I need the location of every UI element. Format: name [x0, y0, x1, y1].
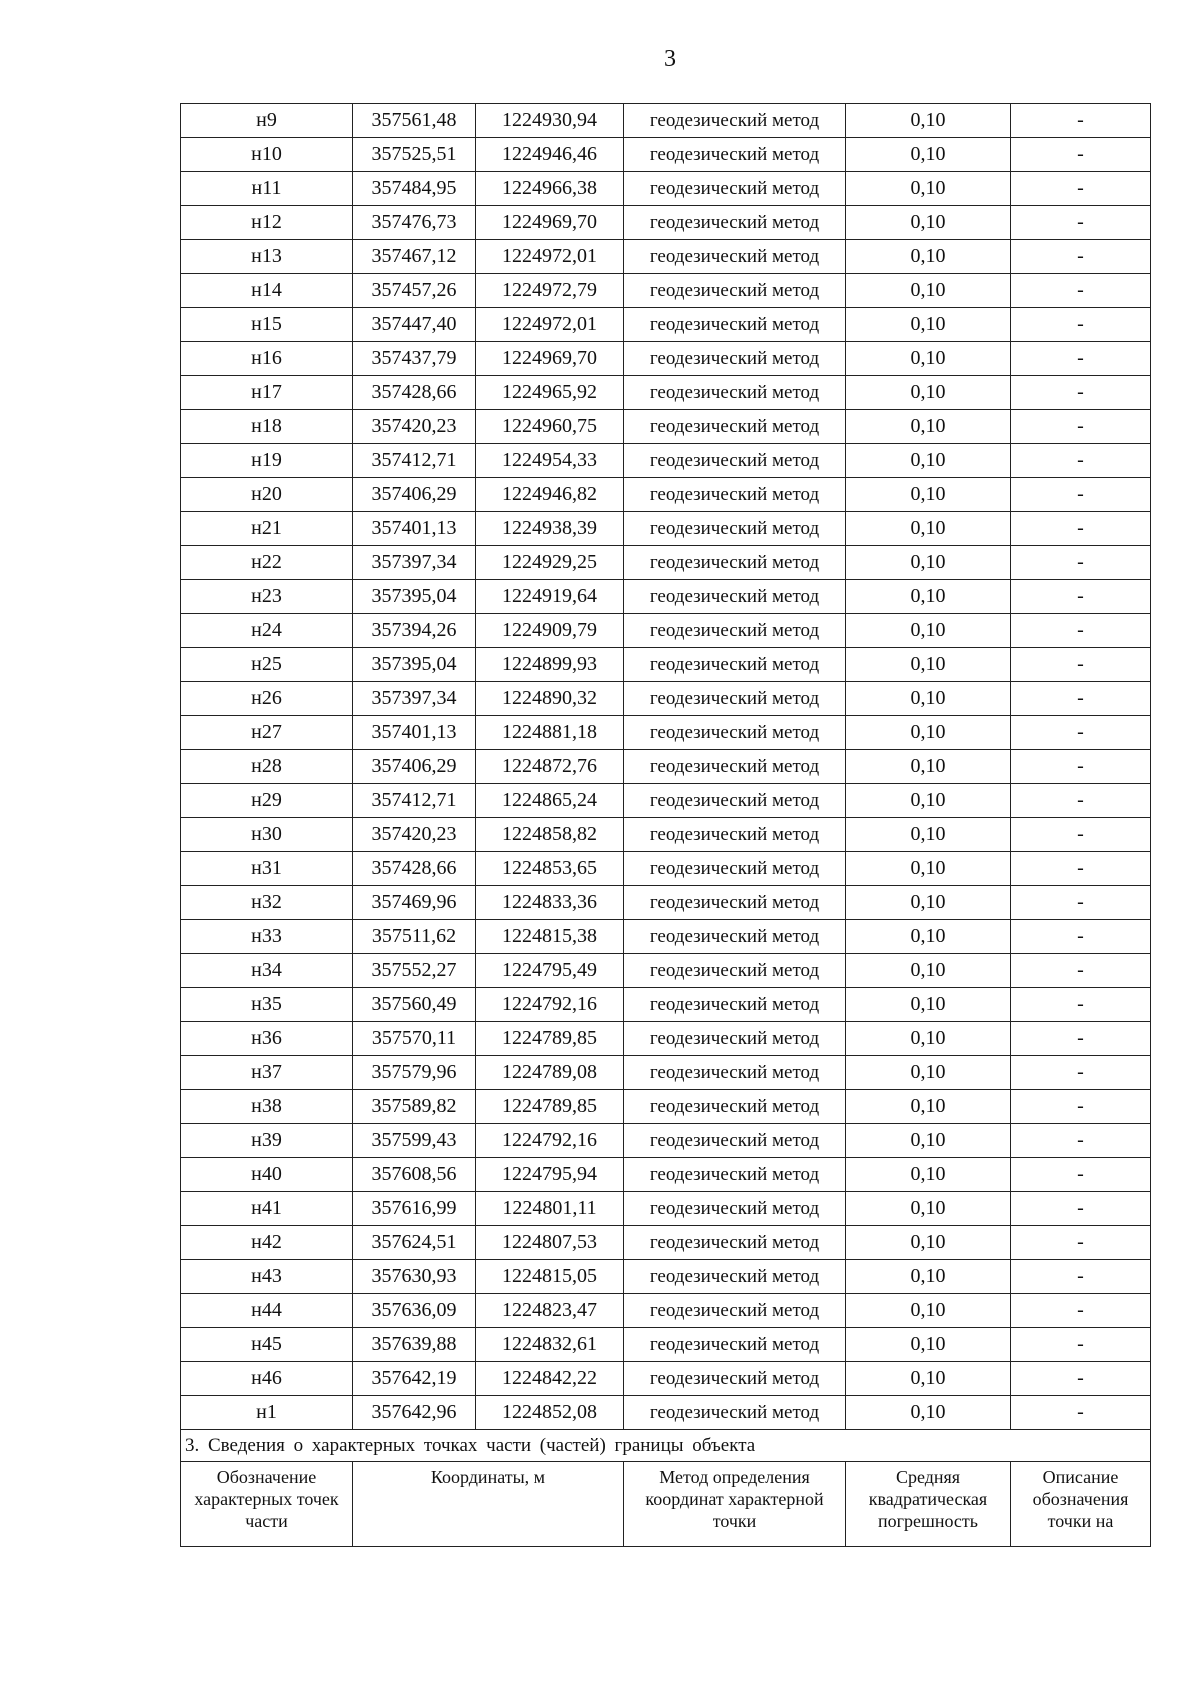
x-coordinate-cell: 357624,51 [353, 1226, 476, 1260]
description-cell: - [1011, 750, 1151, 784]
description-cell: - [1011, 580, 1151, 614]
description-cell: - [1011, 172, 1151, 206]
description-cell: - [1011, 1396, 1151, 1430]
y-coordinate-cell: 1224865,24 [476, 784, 624, 818]
x-coordinate-cell: 357395,04 [353, 648, 476, 682]
point-id-cell: н44 [181, 1294, 353, 1328]
error-cell: 0,10 [846, 376, 1011, 410]
method-cell: геодезический метод [624, 512, 846, 546]
x-coordinate-cell: 357608,56 [353, 1158, 476, 1192]
description-cell: - [1011, 988, 1151, 1022]
error-cell: 0,10 [846, 750, 1011, 784]
x-coordinate-cell: 357561,48 [353, 104, 476, 138]
y-coordinate-cell: 1224909,79 [476, 614, 624, 648]
point-id-cell: н31 [181, 852, 353, 886]
error-cell: 0,10 [846, 444, 1011, 478]
y-coordinate-cell: 1224929,25 [476, 546, 624, 580]
point-id-cell: н29 [181, 784, 353, 818]
table-row [181, 274, 1151, 308]
description-cell: - [1011, 1294, 1151, 1328]
table-row [181, 784, 1151, 818]
method-cell: геодезический метод [624, 648, 846, 682]
table-row [181, 512, 1151, 546]
table-row [181, 172, 1151, 206]
error-cell: 0,10 [846, 1260, 1011, 1294]
points-table-body [181, 104, 1151, 1430]
table-row [181, 1226, 1151, 1260]
description-cell: - [1011, 682, 1151, 716]
method-cell: геодезический метод [624, 546, 846, 580]
point-id-cell: н40 [181, 1158, 353, 1192]
description-cell: - [1011, 1260, 1151, 1294]
method-cell: геодезический метод [624, 172, 846, 206]
section3-title-row [181, 1430, 1151, 1462]
error-cell: 0,10 [846, 988, 1011, 1022]
section3-block [181, 1430, 1151, 1547]
point-id-cell: н42 [181, 1226, 353, 1260]
error-cell: 0,10 [846, 648, 1011, 682]
point-id-cell: н18 [181, 410, 353, 444]
error-cell: 0,10 [846, 1192, 1011, 1226]
point-id-cell: н43 [181, 1260, 353, 1294]
x-coordinate-cell: 357570,11 [353, 1022, 476, 1056]
method-cell: геодезический метод [624, 818, 846, 852]
y-coordinate-cell: 1224960,75 [476, 410, 624, 444]
point-id-cell: н19 [181, 444, 353, 478]
x-coordinate-cell: 357406,29 [353, 478, 476, 512]
method-cell: геодезический метод [624, 478, 846, 512]
table-row [181, 1362, 1151, 1396]
point-id-cell: н45 [181, 1328, 353, 1362]
description-cell: - [1011, 1192, 1151, 1226]
method-cell: геодезический метод [624, 206, 846, 240]
table-row [181, 716, 1151, 750]
error-cell: 0,10 [846, 1396, 1011, 1430]
point-id-cell: н30 [181, 818, 353, 852]
description-cell: - [1011, 886, 1151, 920]
method-cell: геодезический метод [624, 274, 846, 308]
x-coordinate-cell: 357406,29 [353, 750, 476, 784]
description-cell: - [1011, 274, 1151, 308]
error-cell: 0,10 [846, 138, 1011, 172]
y-coordinate-cell: 1224789,85 [476, 1090, 624, 1124]
error-cell: 0,10 [846, 1328, 1011, 1362]
error-cell: 0,10 [846, 274, 1011, 308]
section3-title: 3. Сведения о характерных точках части (частей) границы объекта [181, 1430, 1151, 1462]
method-cell: геодезический метод [624, 1226, 846, 1260]
table-row [181, 206, 1151, 240]
point-id-cell: н23 [181, 580, 353, 614]
y-coordinate-cell: 1224972,01 [476, 240, 624, 274]
table-row [181, 1158, 1151, 1192]
header-error: Средняя квадратическая погрешность [846, 1462, 1011, 1547]
y-coordinate-cell: 1224815,38 [476, 920, 624, 954]
point-id-cell: н22 [181, 546, 353, 580]
x-coordinate-cell: 357428,66 [353, 852, 476, 886]
error-cell: 0,10 [846, 410, 1011, 444]
error-cell: 0,10 [846, 104, 1011, 138]
error-cell: 0,10 [846, 240, 1011, 274]
table-row [181, 1294, 1151, 1328]
description-cell: - [1011, 648, 1151, 682]
description-cell: - [1011, 784, 1151, 818]
point-id-cell: н37 [181, 1056, 353, 1090]
error-cell: 0,10 [846, 206, 1011, 240]
y-coordinate-cell: 1224881,18 [476, 716, 624, 750]
point-id-cell: н1 [181, 1396, 353, 1430]
point-id-cell: н9 [181, 104, 353, 138]
method-cell: геодезический метод [624, 852, 846, 886]
x-coordinate-cell: 357457,26 [353, 274, 476, 308]
y-coordinate-cell: 1224789,08 [476, 1056, 624, 1090]
point-id-cell: н16 [181, 342, 353, 376]
method-cell: геодезический метод [624, 1294, 846, 1328]
x-coordinate-cell: 357642,96 [353, 1396, 476, 1430]
point-id-cell: н11 [181, 172, 353, 206]
description-cell: - [1011, 1090, 1151, 1124]
description-cell: - [1011, 512, 1151, 546]
table-row [181, 682, 1151, 716]
table-row [181, 750, 1151, 784]
method-cell: геодезический метод [624, 444, 846, 478]
table-row [181, 1124, 1151, 1158]
description-cell: - [1011, 1226, 1151, 1260]
y-coordinate-cell: 1224969,70 [476, 206, 624, 240]
point-id-cell: н14 [181, 274, 353, 308]
method-cell: геодезический метод [624, 376, 846, 410]
description-cell: - [1011, 138, 1151, 172]
y-coordinate-cell: 1224807,53 [476, 1226, 624, 1260]
x-coordinate-cell: 357525,51 [353, 138, 476, 172]
method-cell: геодезический метод [624, 988, 846, 1022]
description-cell: - [1011, 1022, 1151, 1056]
x-coordinate-cell: 357636,09 [353, 1294, 476, 1328]
point-id-cell: н21 [181, 512, 353, 546]
error-cell: 0,10 [846, 580, 1011, 614]
method-cell: геодезический метод [624, 1090, 846, 1124]
error-cell: 0,10 [846, 1022, 1011, 1056]
y-coordinate-cell: 1224789,85 [476, 1022, 624, 1056]
x-coordinate-cell: 357428,66 [353, 376, 476, 410]
table-row [181, 138, 1151, 172]
method-cell: геодезический метод [624, 750, 846, 784]
table-row [181, 240, 1151, 274]
description-cell: - [1011, 818, 1151, 852]
table-row [181, 886, 1151, 920]
y-coordinate-cell: 1224890,32 [476, 682, 624, 716]
y-coordinate-cell: 1224795,49 [476, 954, 624, 988]
point-id-cell: н13 [181, 240, 353, 274]
y-coordinate-cell: 1224946,46 [476, 138, 624, 172]
y-coordinate-cell: 1224899,93 [476, 648, 624, 682]
point-id-cell: н27 [181, 716, 353, 750]
method-cell: геодезический метод [624, 1192, 846, 1226]
error-cell: 0,10 [846, 852, 1011, 886]
y-coordinate-cell: 1224823,47 [476, 1294, 624, 1328]
method-cell: геодезический метод [624, 784, 846, 818]
y-coordinate-cell: 1224852,08 [476, 1396, 624, 1430]
error-cell: 0,10 [846, 1226, 1011, 1260]
error-cell: 0,10 [846, 512, 1011, 546]
point-id-cell: н35 [181, 988, 353, 1022]
header-description: Описание обозначения точки на [1011, 1462, 1151, 1547]
table-row [181, 920, 1151, 954]
y-coordinate-cell: 1224832,61 [476, 1328, 624, 1362]
x-coordinate-cell: 357589,82 [353, 1090, 476, 1124]
x-coordinate-cell: 357642,19 [353, 1362, 476, 1396]
table-row [181, 342, 1151, 376]
method-cell: геодезический метод [624, 886, 846, 920]
description-cell: - [1011, 852, 1151, 886]
point-id-cell: н15 [181, 308, 353, 342]
description-cell: - [1011, 478, 1151, 512]
method-cell: геодезический метод [624, 138, 846, 172]
method-cell: геодезический метод [624, 240, 846, 274]
point-id-cell: н28 [181, 750, 353, 784]
y-coordinate-cell: 1224842,22 [476, 1362, 624, 1396]
point-id-cell: н24 [181, 614, 353, 648]
header-designation: Обозначение характерных точек части [181, 1462, 353, 1547]
table-row [181, 1396, 1151, 1430]
description-cell: - [1011, 1362, 1151, 1396]
description-cell: - [1011, 716, 1151, 750]
table-row [181, 1192, 1151, 1226]
y-coordinate-cell: 1224954,33 [476, 444, 624, 478]
y-coordinate-cell: 1224795,94 [476, 1158, 624, 1192]
y-coordinate-cell: 1224919,64 [476, 580, 624, 614]
x-coordinate-cell: 357420,23 [353, 410, 476, 444]
x-coordinate-cell: 357401,13 [353, 512, 476, 546]
table-row [181, 104, 1151, 138]
table-row [181, 478, 1151, 512]
description-cell: - [1011, 342, 1151, 376]
x-coordinate-cell: 357599,43 [353, 1124, 476, 1158]
error-cell: 0,10 [846, 1294, 1011, 1328]
x-coordinate-cell: 357447,40 [353, 308, 476, 342]
x-coordinate-cell: 357437,79 [353, 342, 476, 376]
error-cell: 0,10 [846, 614, 1011, 648]
error-cell: 0,10 [846, 716, 1011, 750]
table-row [181, 614, 1151, 648]
error-cell: 0,10 [846, 546, 1011, 580]
x-coordinate-cell: 357639,88 [353, 1328, 476, 1362]
method-cell: геодезический метод [624, 1022, 846, 1056]
table-row [181, 852, 1151, 886]
description-cell: - [1011, 104, 1151, 138]
x-coordinate-cell: 357397,34 [353, 682, 476, 716]
y-coordinate-cell: 1224833,36 [476, 886, 624, 920]
description-cell: - [1011, 954, 1151, 988]
description-cell: - [1011, 410, 1151, 444]
method-cell: геодезический метод [624, 1260, 846, 1294]
table-row [181, 444, 1151, 478]
point-id-cell: н17 [181, 376, 353, 410]
table-row [181, 580, 1151, 614]
method-cell: геодезический метод [624, 1056, 846, 1090]
table-row [181, 1260, 1151, 1294]
method-cell: геодезический метод [624, 410, 846, 444]
error-cell: 0,10 [846, 954, 1011, 988]
method-cell: геодезический метод [624, 682, 846, 716]
description-cell: - [1011, 376, 1151, 410]
y-coordinate-cell: 1224972,01 [476, 308, 624, 342]
y-coordinate-cell: 1224930,94 [476, 104, 624, 138]
x-coordinate-cell: 357401,13 [353, 716, 476, 750]
x-coordinate-cell: 357476,73 [353, 206, 476, 240]
description-cell: - [1011, 308, 1151, 342]
method-cell: геодезический метод [624, 1328, 846, 1362]
page-number: 3 [664, 46, 676, 72]
points-table [180, 103, 1151, 1547]
x-coordinate-cell: 357412,71 [353, 444, 476, 478]
method-cell: геодезический метод [624, 1396, 846, 1430]
x-coordinate-cell: 357420,23 [353, 818, 476, 852]
description-cell: - [1011, 1328, 1151, 1362]
description-cell: - [1011, 1124, 1151, 1158]
x-coordinate-cell: 357484,95 [353, 172, 476, 206]
point-id-cell: н41 [181, 1192, 353, 1226]
error-cell: 0,10 [846, 920, 1011, 954]
x-coordinate-cell: 357467,12 [353, 240, 476, 274]
error-cell: 0,10 [846, 1090, 1011, 1124]
description-cell: - [1011, 546, 1151, 580]
y-coordinate-cell: 1224969,70 [476, 342, 624, 376]
point-id-cell: н20 [181, 478, 353, 512]
y-coordinate-cell: 1224858,82 [476, 818, 624, 852]
y-coordinate-cell: 1224815,05 [476, 1260, 624, 1294]
table-row [181, 376, 1151, 410]
description-cell: - [1011, 920, 1151, 954]
x-coordinate-cell: 357616,99 [353, 1192, 476, 1226]
header-coordinates: Координаты, м [353, 1462, 624, 1547]
error-cell: 0,10 [846, 478, 1011, 512]
point-id-cell: н33 [181, 920, 353, 954]
error-cell: 0,10 [846, 1158, 1011, 1192]
method-cell: геодезический метод [624, 1124, 846, 1158]
x-coordinate-cell: 357511,62 [353, 920, 476, 954]
table-row [181, 988, 1151, 1022]
y-coordinate-cell: 1224792,16 [476, 1124, 624, 1158]
x-coordinate-cell: 357397,34 [353, 546, 476, 580]
y-coordinate-cell: 1224966,38 [476, 172, 624, 206]
x-coordinate-cell: 357412,71 [353, 784, 476, 818]
y-coordinate-cell: 1224853,65 [476, 852, 624, 886]
x-coordinate-cell: 357579,96 [353, 1056, 476, 1090]
description-cell: - [1011, 614, 1151, 648]
method-cell: геодезический метод [624, 716, 846, 750]
point-id-cell: н25 [181, 648, 353, 682]
y-coordinate-cell: 1224972,79 [476, 274, 624, 308]
table-row [181, 1056, 1151, 1090]
y-coordinate-cell: 1224872,76 [476, 750, 624, 784]
error-cell: 0,10 [846, 342, 1011, 376]
method-cell: геодезический метод [624, 954, 846, 988]
description-cell: - [1011, 1158, 1151, 1192]
x-coordinate-cell: 357560,49 [353, 988, 476, 1022]
description-cell: - [1011, 444, 1151, 478]
description-cell: - [1011, 240, 1151, 274]
x-coordinate-cell: 357395,04 [353, 580, 476, 614]
y-coordinate-cell: 1224965,92 [476, 376, 624, 410]
table-row [181, 648, 1151, 682]
method-cell: геодезический метод [624, 580, 846, 614]
y-coordinate-cell: 1224792,16 [476, 988, 624, 1022]
point-id-cell: н12 [181, 206, 353, 240]
table-row [181, 546, 1151, 580]
x-coordinate-cell: 357469,96 [353, 886, 476, 920]
table-row [181, 954, 1151, 988]
method-cell: геодезический метод [624, 104, 846, 138]
table-row [181, 818, 1151, 852]
point-id-cell: н39 [181, 1124, 353, 1158]
error-cell: 0,10 [846, 1124, 1011, 1158]
x-coordinate-cell: 357552,27 [353, 954, 476, 988]
point-id-cell: н36 [181, 1022, 353, 1056]
method-cell: геодезический метод [624, 1158, 846, 1192]
table-row [181, 1328, 1151, 1362]
method-cell: геодезический метод [624, 342, 846, 376]
section3-header-row [181, 1462, 1151, 1547]
header-method: Метод определения координат характерной точки [624, 1462, 846, 1547]
error-cell: 0,10 [846, 1362, 1011, 1396]
point-id-cell: н34 [181, 954, 353, 988]
table-row [181, 308, 1151, 342]
error-cell: 0,10 [846, 1056, 1011, 1090]
method-cell: геодезический метод [624, 308, 846, 342]
error-cell: 0,10 [846, 784, 1011, 818]
method-cell: геодезический метод [624, 920, 846, 954]
table-row [181, 410, 1151, 444]
point-id-cell: н46 [181, 1362, 353, 1396]
x-coordinate-cell: 357394,26 [353, 614, 476, 648]
description-cell: - [1011, 206, 1151, 240]
method-cell: геодезический метод [624, 614, 846, 648]
error-cell: 0,10 [846, 818, 1011, 852]
table-row [181, 1090, 1151, 1124]
point-id-cell: н38 [181, 1090, 353, 1124]
error-cell: 0,10 [846, 308, 1011, 342]
y-coordinate-cell: 1224938,39 [476, 512, 624, 546]
description-cell: - [1011, 1056, 1151, 1090]
table-row [181, 1022, 1151, 1056]
error-cell: 0,10 [846, 886, 1011, 920]
y-coordinate-cell: 1224801,11 [476, 1192, 624, 1226]
point-id-cell: н26 [181, 682, 353, 716]
method-cell: геодезический метод [624, 1362, 846, 1396]
error-cell: 0,10 [846, 682, 1011, 716]
y-coordinate-cell: 1224946,82 [476, 478, 624, 512]
point-id-cell: н32 [181, 886, 353, 920]
error-cell: 0,10 [846, 172, 1011, 206]
point-id-cell: н10 [181, 138, 353, 172]
x-coordinate-cell: 357630,93 [353, 1260, 476, 1294]
